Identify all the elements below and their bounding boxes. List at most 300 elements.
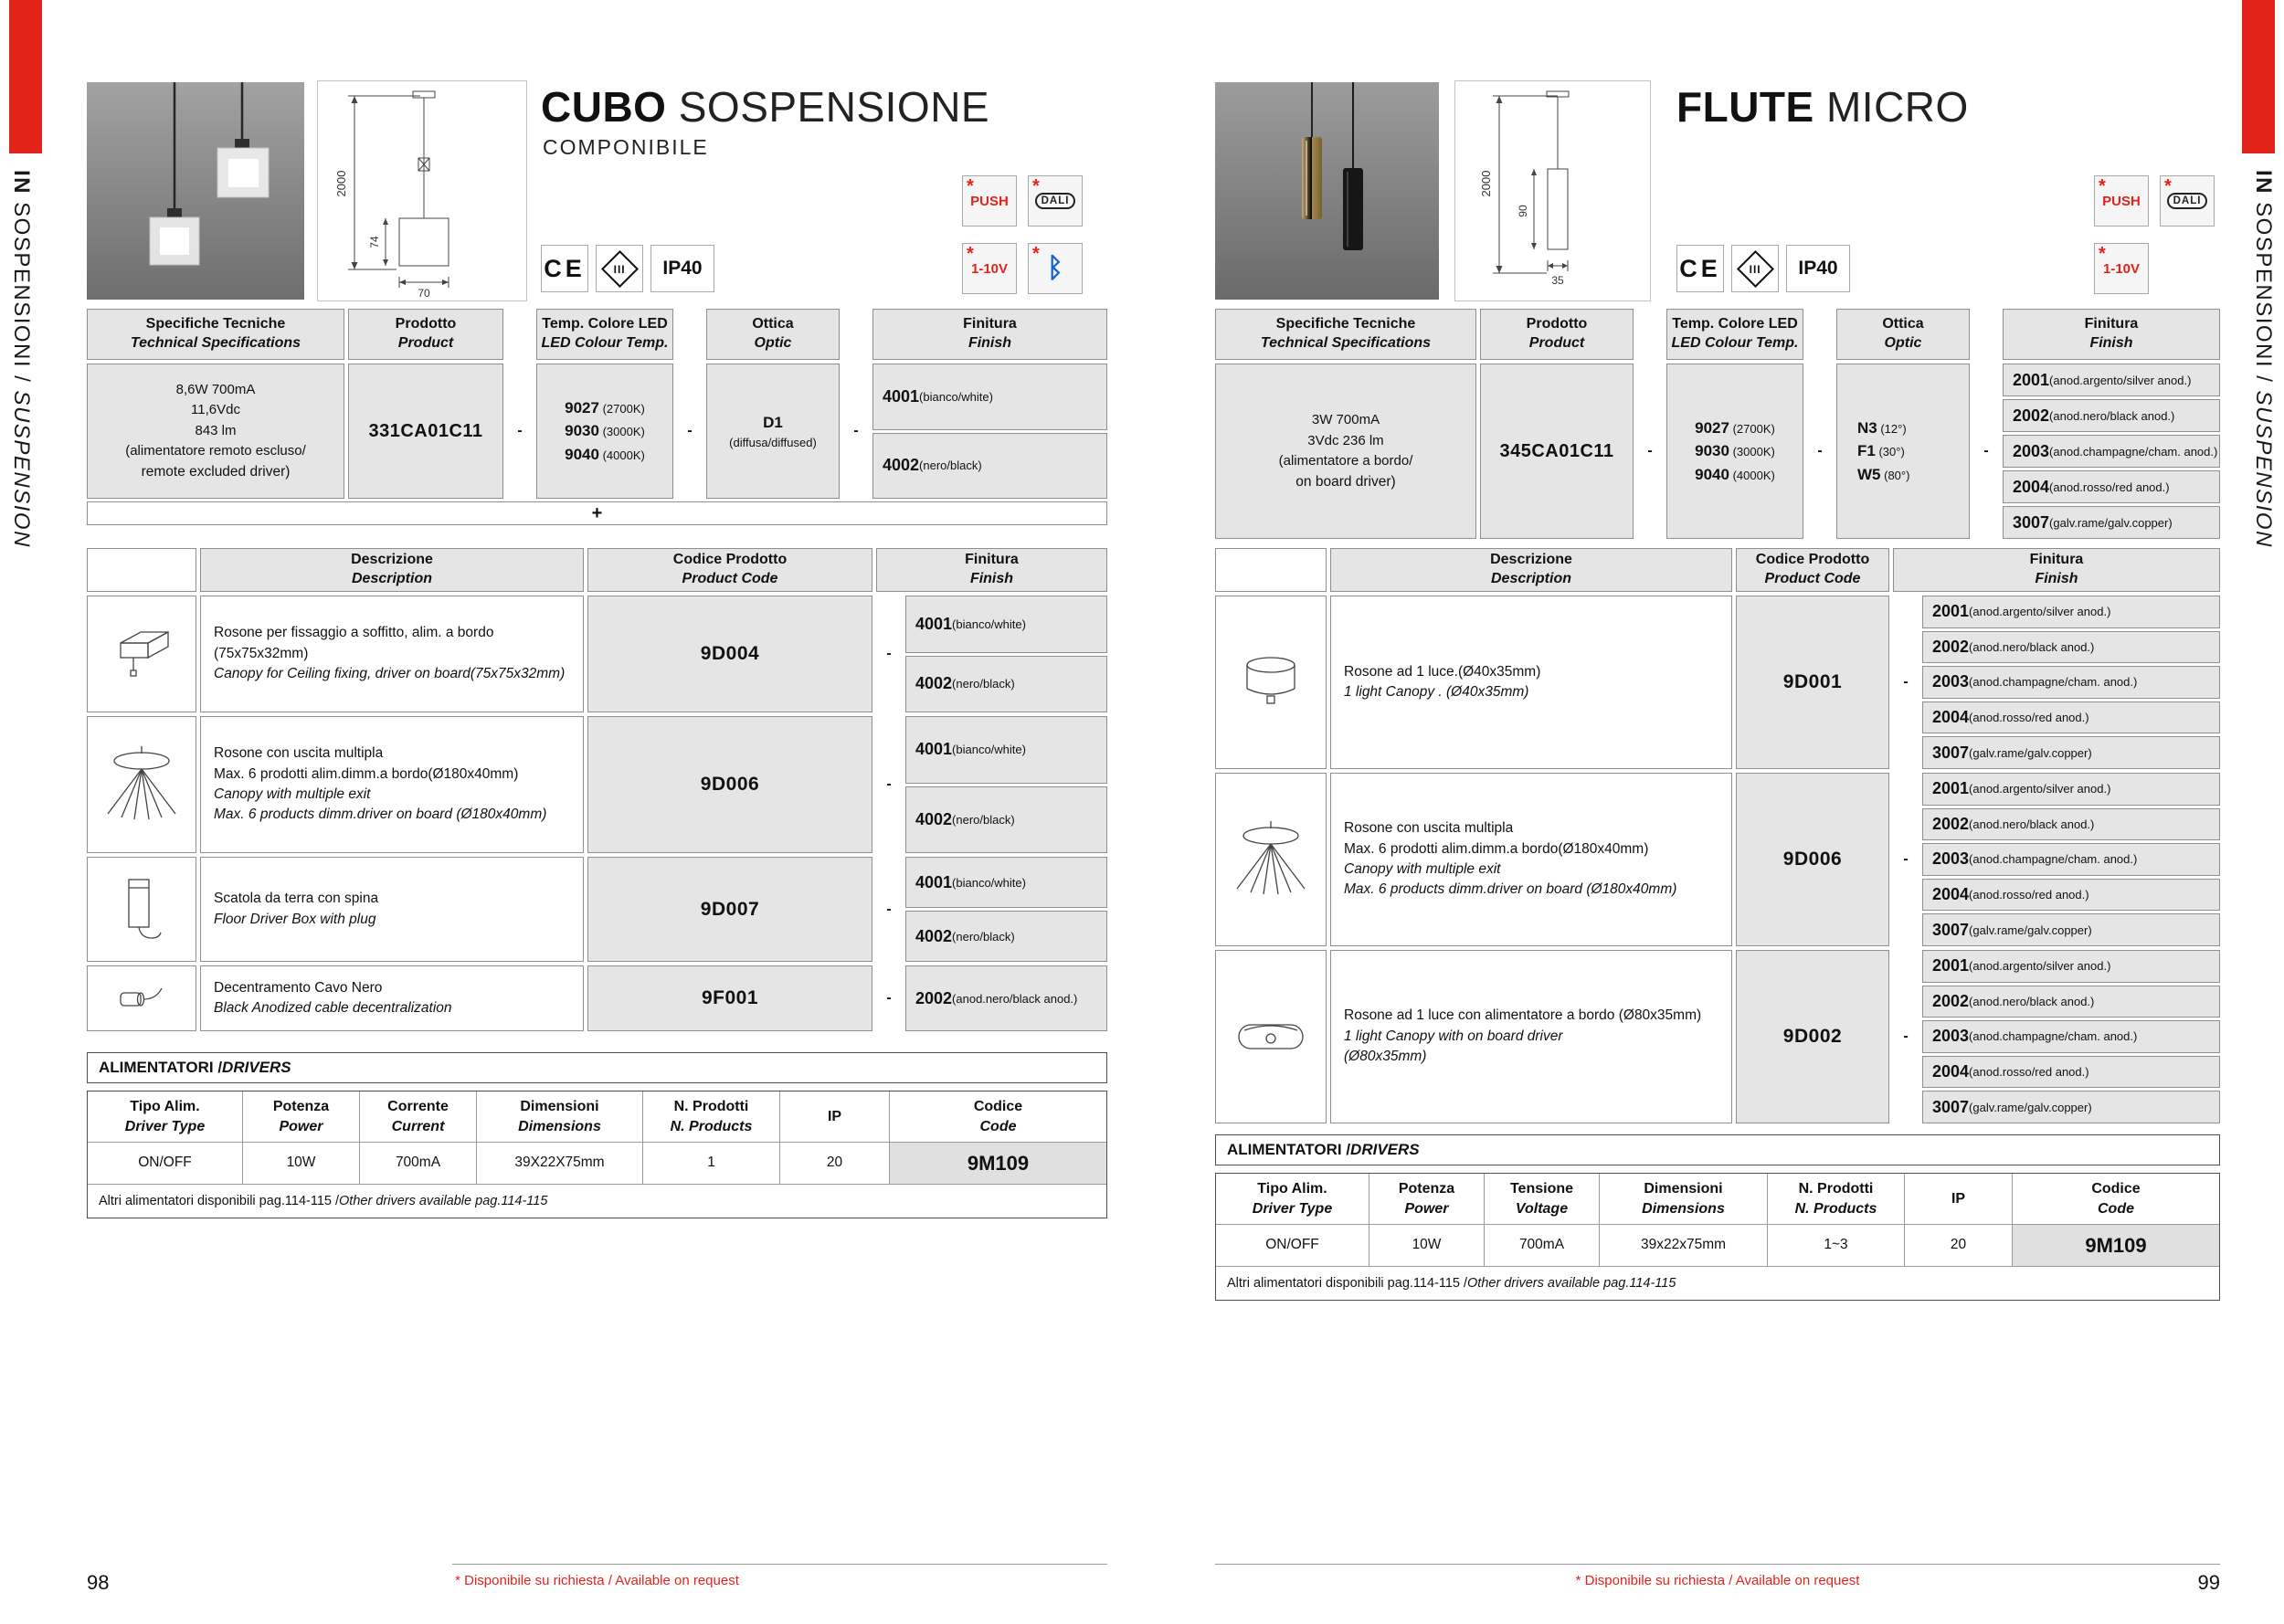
- asterisk-icon: *: [2099, 176, 2106, 196]
- col-header-led-temp: [1666, 309, 1803, 360]
- flute-pendant-photo: [1215, 82, 1439, 300]
- header-en: Optic: [1884, 335, 1922, 351]
- col-header-product-code: [1736, 548, 1889, 592]
- led-temp-option: 9027 (2700K): [1695, 418, 1775, 437]
- drivers-note: [88, 1185, 1106, 1218]
- ce-label: CE: [1679, 254, 1721, 282]
- edge-text-italic: SUSPENSION: [9, 390, 34, 548]
- dim-height-label: 90: [1517, 205, 1529, 217]
- dash: -: [886, 990, 892, 1006]
- spec-line: 3Vdc 236 lm: [1307, 432, 1384, 448]
- header-it: Specifiche Tecniche: [1275, 316, 1416, 332]
- 1-10v-label: 1-10V: [2102, 260, 2141, 277]
- finish-option: 4001 (bianco/white): [905, 716, 1107, 784]
- accessory-description: [1330, 596, 1732, 769]
- header-it: Specifiche Tecniche: [145, 316, 286, 332]
- edge-text-bold: IN: [9, 170, 34, 195]
- accessory-code: 9D004: [700, 643, 760, 665]
- asterisk-icon: *: [2164, 176, 2172, 196]
- edge-text-italic: SUSPENSION: [2251, 390, 2276, 548]
- optic-option: N3 (12°): [1857, 418, 1907, 437]
- col-header-optic: [1836, 309, 1970, 360]
- footer-divider: [1215, 1564, 2220, 1565]
- title-light: SOSPENSIONE: [666, 83, 990, 131]
- accessory-description: [200, 716, 584, 853]
- led-temp-option: 9040 (4000K): [565, 445, 645, 463]
- accessory-code: 9D002: [1782, 1026, 1843, 1048]
- header-it: Finitura: [963, 316, 1017, 332]
- push-label: PUSH: [970, 193, 1009, 209]
- class3-icon: [596, 245, 643, 292]
- cubo-dimension-sketch: [318, 81, 526, 301]
- header-it: Finitura: [2084, 316, 2139, 332]
- accessory-code-cell: [587, 965, 872, 1031]
- col-header-product: [348, 309, 503, 360]
- finish-option: 4001 (bianco/white): [905, 596, 1107, 653]
- driver-power: 10W: [1369, 1225, 1485, 1266]
- finish-options: [2003, 364, 2220, 539]
- finish-option: 2004 (anod.rosso/red anod.): [2003, 470, 2220, 503]
- edge-title-left: [8, 170, 34, 548]
- driver-code: 9M109: [890, 1143, 1106, 1184]
- drivers-note: [1216, 1267, 2219, 1300]
- desc-line-it: Rosone ad 1 luce con alimentatore a bordo (Ø80x35mm): [1344, 1007, 1702, 1024]
- driver-col-ip: IP: [1905, 1174, 2013, 1224]
- accessory-code-cell: [587, 596, 872, 712]
- drivers-title-en: DRIVERS: [1350, 1141, 1420, 1158]
- bluetooth-badge: [1028, 243, 1083, 294]
- accessory-code: 9D006: [700, 774, 760, 796]
- ip40-badge: [1786, 245, 1850, 292]
- product-code-cell: [348, 364, 503, 499]
- header-it: Finitura: [2029, 552, 2084, 568]
- drivers-title-en: DRIVERS: [222, 1059, 291, 1076]
- col-header-finish: [872, 309, 1107, 360]
- driver-col-power: Potenza Power: [1369, 1174, 1485, 1224]
- accessory-code-cell: [1736, 596, 1889, 769]
- 1-10v-badge: [962, 243, 1017, 294]
- finish-options: [905, 596, 1107, 712]
- accessory-row: [1215, 950, 2220, 1123]
- title-bold: CUBO: [541, 83, 667, 131]
- round-driver-canopy-icon: [1215, 950, 1327, 1123]
- accessory-row: [1215, 773, 2220, 946]
- finish-option: 2002 (anod.nero/black anod.): [905, 965, 1107, 1031]
- dash-separator: [876, 716, 902, 853]
- class3-label: III: [613, 261, 626, 275]
- accessory-description: [1330, 950, 1732, 1123]
- dim-drop-label: 2000: [334, 170, 348, 197]
- driver-col-code: Codice Code: [2091, 1180, 2141, 1217]
- header-en: Finish: [969, 571, 1014, 586]
- product-photo-flute: [1215, 82, 1439, 300]
- finish-option: 4001 (bianco/white): [905, 857, 1107, 908]
- driver-voltage: 700mA: [1485, 1225, 1600, 1266]
- multi-exit-canopy-icon: [1215, 773, 1327, 946]
- accessory-row: [87, 596, 1107, 712]
- dim-width-label: 35: [1551, 274, 1564, 287]
- optic-cell: [1836, 364, 1970, 539]
- dali-logo: DALI: [1035, 193, 1076, 209]
- drivers-note-en: Other drivers available pag.114-115: [339, 1194, 548, 1208]
- driver-col-power: Potenza Power: [243, 1091, 360, 1142]
- driver-col-code: Codice Code: [973, 1098, 1023, 1134]
- dali-logo: DALI: [2167, 193, 2208, 209]
- ip40-label: IP40: [662, 258, 703, 279]
- finish-options: [905, 716, 1107, 853]
- driver-products: 1: [643, 1143, 780, 1184]
- driver-current: 700mA: [360, 1143, 477, 1184]
- edge-text-regular: SOSPENSIONI /: [9, 195, 34, 391]
- accessories-table-flute: [1215, 548, 2220, 1123]
- finish-option: 2004 (anod.rosso/red anod.): [1922, 701, 2220, 734]
- optic-option: W5 (80°): [1857, 465, 1910, 483]
- spec-table-flute: [1215, 309, 2220, 539]
- desc-line-en: Canopy with multiple exit: [1344, 861, 1501, 877]
- led-temp-option: 9030 (3000K): [565, 422, 645, 440]
- dim-height-label: 74: [368, 236, 381, 248]
- spec-line-en: on board driver): [1295, 473, 1396, 490]
- dash-separator: [507, 364, 533, 499]
- product-title-cubo: [541, 82, 989, 132]
- finish-option: 2004 (anod.rosso/red anod.): [1922, 879, 2220, 912]
- driver-code: 9M109: [2013, 1225, 2219, 1266]
- product-code: 331CA01C11: [368, 421, 483, 441]
- page-right: [1215, 0, 2220, 1624]
- driver-col-voltage: Tensione Voltage: [1485, 1174, 1600, 1224]
- accessory-code-cell: [1736, 950, 1889, 1123]
- edge-title-right: [2250, 170, 2276, 548]
- header-en: LED Colour Temp.: [541, 335, 669, 351]
- accessory-row: [87, 716, 1107, 853]
- floor-box-icon: [87, 857, 196, 962]
- dash-separator: [876, 596, 902, 712]
- desc-line-en: 1 light Canopy . (Ø40x35mm): [1344, 684, 1529, 700]
- title-light: MICRO: [1813, 83, 1969, 131]
- class3-label: III: [1749, 261, 1761, 275]
- availability-footnote: * Disponibile su richiesta / Available on request: [1575, 1573, 1860, 1588]
- header-it: Descrizione: [1490, 552, 1572, 568]
- dash-separator: [1893, 950, 1919, 1123]
- header-it: Temp. Colore LED: [542, 316, 668, 332]
- header-en: Product: [397, 335, 454, 351]
- col-header-finish: [1893, 548, 2220, 592]
- header-it: Prodotto: [1526, 316, 1588, 332]
- desc-line-it: Scatola da terra con spina: [214, 891, 379, 907]
- finish-option: 3007 (galv.rame/galv.copper): [1922, 1091, 2220, 1123]
- finish-option: 4002 (nero/black): [905, 911, 1107, 962]
- dash: -: [853, 423, 859, 438]
- spec-line-en: remote excluded driver): [141, 463, 291, 480]
- header-it: Descrizione: [351, 552, 433, 568]
- header-en: Product: [1528, 335, 1585, 351]
- accessory-description: [200, 857, 584, 962]
- spec-line: 3W 700mA: [1311, 412, 1380, 428]
- col-header-specs: [87, 309, 344, 360]
- finish-option: 2001 (anod.argento/silver anod.): [1922, 950, 2220, 983]
- finish-option: 4002 (nero/black): [905, 786, 1107, 854]
- desc-line-it: Rosone con uscita multipla: [214, 745, 384, 762]
- col-header-specs: [1215, 309, 1476, 360]
- finish-option: 3007 (galv.rame/galv.copper): [2003, 506, 2220, 539]
- asterisk-icon: *: [2099, 244, 2106, 264]
- header-it: Ottica: [1882, 316, 1924, 332]
- desc-line-it: Max. 6 prodotti alim.dimm.a bordo(Ø180x40mm): [1344, 840, 1649, 857]
- header-en: Finish: [968, 335, 1012, 351]
- page-left: [87, 0, 1107, 1624]
- led-temp-option: 9040 (4000K): [1695, 465, 1775, 483]
- drivers-section-title: [1215, 1134, 2220, 1165]
- title-bold: FLUTE: [1676, 83, 1814, 131]
- driver-products: 1~3: [1768, 1225, 1905, 1266]
- asterisk-icon: *: [1032, 176, 1040, 196]
- driver-col-products: N. Prodotti N. Products: [1768, 1174, 1905, 1224]
- spec-table-cubo: [87, 309, 1107, 525]
- driver-col-ip: IP: [780, 1091, 890, 1142]
- finish-option: 2003 (anod.champagne/cham. anod.): [1922, 1020, 2220, 1053]
- cubo-pendant-photo: [87, 82, 304, 300]
- plus-sign: +: [591, 502, 603, 523]
- asterisk-icon: *: [1032, 244, 1040, 264]
- accessory-description: [200, 596, 584, 712]
- header-en: Technical Specifications: [1260, 335, 1432, 351]
- finish-option: 2002 (anod.nero/black anod.): [1922, 808, 2220, 841]
- desc-line-en: 1 light Canopy with on board driver: [1344, 1028, 1563, 1044]
- header-en: Technical Specifications: [130, 335, 301, 351]
- dali-badge: [1028, 175, 1083, 227]
- red-top-bar-left: [9, 0, 42, 153]
- desc-line-it: (75x75x32mm): [214, 645, 309, 661]
- dimension-drawing-flute: [1454, 80, 1651, 301]
- optic-cell: [706, 364, 840, 499]
- optic-desc: (diffusa/diffused): [729, 436, 817, 449]
- edge-text-regular: SOSPENSIONI /: [2251, 195, 2276, 391]
- driver-power: 10W: [243, 1143, 360, 1184]
- finish-option: 2003 (anod.champagne/cham. anod.): [1922, 666, 2220, 699]
- dim-drop-label: 2000: [1479, 170, 1493, 197]
- finish-option: 2002 (anod.nero/black anod.): [1922, 631, 2220, 664]
- header-en: Finish: [2035, 571, 2078, 586]
- accessory-code: 9D007: [700, 898, 760, 920]
- spec-line: (alimentatore a bordo/: [1278, 453, 1413, 469]
- header-it: Codice Prodotto: [672, 552, 788, 568]
- accessory-row: [87, 965, 1107, 1031]
- desc-line-en: Black Anodized cable decentralization: [214, 1000, 452, 1016]
- header-it: Finitura: [965, 552, 1019, 568]
- finish-option: 2001 (anod.argento/silver anod.): [1922, 773, 2220, 806]
- driver-col-current: Corrente Current: [360, 1091, 477, 1142]
- 1-10v-badge: [2094, 243, 2149, 294]
- red-top-bar-right: [2242, 0, 2275, 153]
- dash-separator: [1637, 364, 1663, 539]
- col-header-icon: [1215, 548, 1327, 592]
- dash: -: [1903, 1028, 1909, 1044]
- header-en: Description: [1490, 571, 1571, 586]
- ce-label: CE: [544, 254, 586, 282]
- dash-separator: [1893, 773, 1919, 946]
- col-header-optic: [706, 309, 840, 360]
- col-header-description: [1330, 548, 1732, 592]
- led-temp-option: 9027 (2700K): [565, 398, 645, 417]
- header-en: Finish: [2089, 335, 2133, 351]
- asterisk-icon: *: [967, 176, 974, 196]
- flute-dimension-sketch: [1455, 81, 1650, 301]
- accessory-row: [87, 857, 1107, 962]
- accessory-code-cell: [587, 716, 872, 853]
- push-badge: [2094, 175, 2149, 227]
- ip40-badge: [650, 245, 714, 292]
- header-en: Product Code: [1764, 571, 1861, 586]
- accessory-code-cell: [1736, 773, 1889, 946]
- dash: -: [517, 423, 523, 438]
- finish-option: 2002 (anod.nero/black anod.): [2003, 399, 2220, 432]
- dash-separator: [1973, 364, 1999, 539]
- drivers-title-it: ALIMENTATORI /: [1227, 1141, 1351, 1158]
- push-badge: [962, 175, 1017, 227]
- header-en: Optic: [754, 335, 792, 351]
- drivers-note-it: Altri alimentatori disponibili pag.114-115 /: [99, 1194, 340, 1208]
- col-header-finish: [2003, 309, 2220, 360]
- finish-option: 2003 (anod.champagne/cham. anod.): [2003, 435, 2220, 468]
- col-header-product-code: [587, 548, 872, 592]
- page-number: 98: [87, 1571, 110, 1594]
- accessory-code: 9D006: [1782, 849, 1843, 870]
- finish-option: 2002 (anod.nero/black anod.): [1922, 986, 2220, 1018]
- plus-row: [87, 501, 1107, 525]
- drivers-note-it: Altri alimentatori disponibili pag.114-115 /: [1227, 1276, 1468, 1291]
- accessories-table-cubo: [87, 548, 1107, 1031]
- dash-separator: [876, 965, 902, 1031]
- availability-footnote: * Disponibile su richiesta / Available on request: [455, 1573, 739, 1588]
- dash: -: [886, 646, 892, 661]
- desc-line-en: (Ø80x35mm): [1344, 1049, 1427, 1065]
- dash: -: [1903, 851, 1909, 867]
- dali-badge: [2160, 175, 2215, 227]
- product-subtitle: COMPONIBILE: [543, 135, 709, 159]
- edge-text-bold: IN: [2251, 170, 2276, 195]
- product-title-flute: [1676, 82, 1969, 132]
- desc-line-it: Rosone ad 1 luce.(Ø40x35mm): [1344, 663, 1541, 680]
- finish-options: [905, 965, 1107, 1031]
- finish-options: [1922, 773, 2220, 946]
- finish-option: 2001 (anod.argento/silver anod.): [1922, 596, 2220, 628]
- dash: -: [886, 901, 892, 917]
- finish-option: 4001 (bianco/white): [872, 364, 1107, 430]
- accessory-row: [1215, 596, 2220, 769]
- spec-line: (alimentatore remoto escluso/: [125, 443, 306, 459]
- col-header-led-temp: [536, 309, 673, 360]
- driver-dimensions: 39x22x75mm: [1600, 1225, 1768, 1266]
- finish-option: 4002 (nero/black): [872, 433, 1107, 500]
- finish-options: [905, 857, 1107, 962]
- finish-option: 3007 (galv.rame/galv.copper): [1922, 736, 2220, 769]
- header-en: Product Code: [682, 571, 778, 586]
- dash: -: [1817, 443, 1823, 459]
- ce-mark: [1676, 245, 1724, 292]
- ip40-label: IP40: [1798, 258, 1838, 279]
- header-it: Prodotto: [395, 316, 457, 332]
- dash-separator: [1893, 596, 1919, 769]
- bluetooth-icon: ᛒ: [1047, 253, 1063, 283]
- accessory-code-cell: [587, 857, 872, 962]
- finish-options: [1922, 950, 2220, 1123]
- driver-type: ON/OFF: [88, 1143, 243, 1184]
- col-header-description: [200, 548, 584, 592]
- spec-line: 8,6W 700mA: [175, 381, 256, 397]
- cable-decentralization-icon: [87, 965, 196, 1031]
- 1-10v-label: 1-10V: [970, 260, 1009, 277]
- driver-ip: 20: [780, 1143, 890, 1184]
- dash: -: [1983, 443, 1989, 459]
- drivers-table-flute: [1215, 1173, 2220, 1301]
- accessory-code: 9D001: [1782, 671, 1843, 693]
- spec-line: 843 lm: [195, 422, 237, 438]
- asterisk-icon: *: [967, 244, 974, 264]
- header-it: Temp. Colore LED: [1672, 316, 1798, 332]
- col-header-product: [1480, 309, 1634, 360]
- dash-separator: [843, 364, 869, 499]
- driver-col-type: Tipo Alim. Driver Type: [88, 1091, 243, 1142]
- driver-col-dimensions: Dimensioni Dimensions: [1600, 1174, 1768, 1224]
- accessory-description: [1330, 773, 1732, 946]
- driver-dimensions: 39X22X75mm: [477, 1143, 643, 1184]
- canopy-box-icon: [87, 596, 196, 712]
- drivers-section-title: [87, 1052, 1107, 1083]
- drivers-note-en: Other drivers available pag.114-115: [1467, 1276, 1676, 1291]
- desc-line-en: Max. 6 products dimm.driver on board (Ø180x40mm): [214, 807, 547, 823]
- finish-option: 2004 (anod.rosso/red anod.): [1922, 1056, 2220, 1089]
- finish-options: [872, 364, 1107, 499]
- accessory-code: 9F001: [701, 987, 759, 1009]
- cylinder-canopy-icon: [1215, 596, 1327, 769]
- desc-line-it: Decentramento Cavo Nero: [214, 979, 383, 996]
- driver-col-type: Tipo Alim. Driver Type: [1216, 1174, 1369, 1224]
- ce-mark: [541, 245, 588, 292]
- dash-separator: [876, 857, 902, 962]
- finish-option: 4002 (nero/black): [905, 656, 1107, 713]
- product-photo-cubo: [87, 82, 304, 300]
- push-label: PUSH: [2102, 193, 2141, 209]
- dash: -: [1647, 443, 1653, 459]
- led-temp-cell: [1666, 364, 1803, 539]
- product-code: 345CA01C11: [1499, 441, 1614, 461]
- dash: -: [687, 423, 693, 438]
- dim-width-label: 70: [418, 287, 430, 300]
- page-number: 99: [2197, 1571, 2220, 1594]
- finish-options: [1922, 596, 2220, 769]
- driver-ip: 20: [1905, 1225, 2013, 1266]
- class3-icon: [1731, 245, 1779, 292]
- tech-specs-cell: [1215, 364, 1476, 539]
- finish-option: 2001 (anod.argento/silver anod.): [2003, 364, 2220, 396]
- driver-col-products: N. Prodotti N. Products: [643, 1091, 780, 1142]
- dash: -: [886, 776, 892, 792]
- driver-type: ON/OFF: [1216, 1225, 1369, 1266]
- driver-col-dimensions: Dimensioni Dimensions: [477, 1091, 643, 1142]
- header-en: LED Colour Temp.: [1671, 335, 1799, 351]
- dash: -: [1903, 674, 1909, 690]
- spec-line: 11,6Vdc: [191, 402, 240, 418]
- accessory-description: [200, 965, 584, 1031]
- optic-option: F1 (30°): [1857, 442, 1905, 460]
- desc-line-en: Canopy with multiple exit: [214, 786, 371, 802]
- multi-exit-canopy-icon: [87, 716, 196, 853]
- led-temp-option: 9030 (3000K): [1695, 442, 1775, 460]
- header-en: Description: [351, 571, 432, 586]
- desc-line-en: Max. 6 products dimm.driver on board (Ø180x40mm): [1344, 881, 1677, 898]
- header-it: Codice Prodotto: [1755, 552, 1870, 568]
- optic-code: D1: [763, 413, 783, 431]
